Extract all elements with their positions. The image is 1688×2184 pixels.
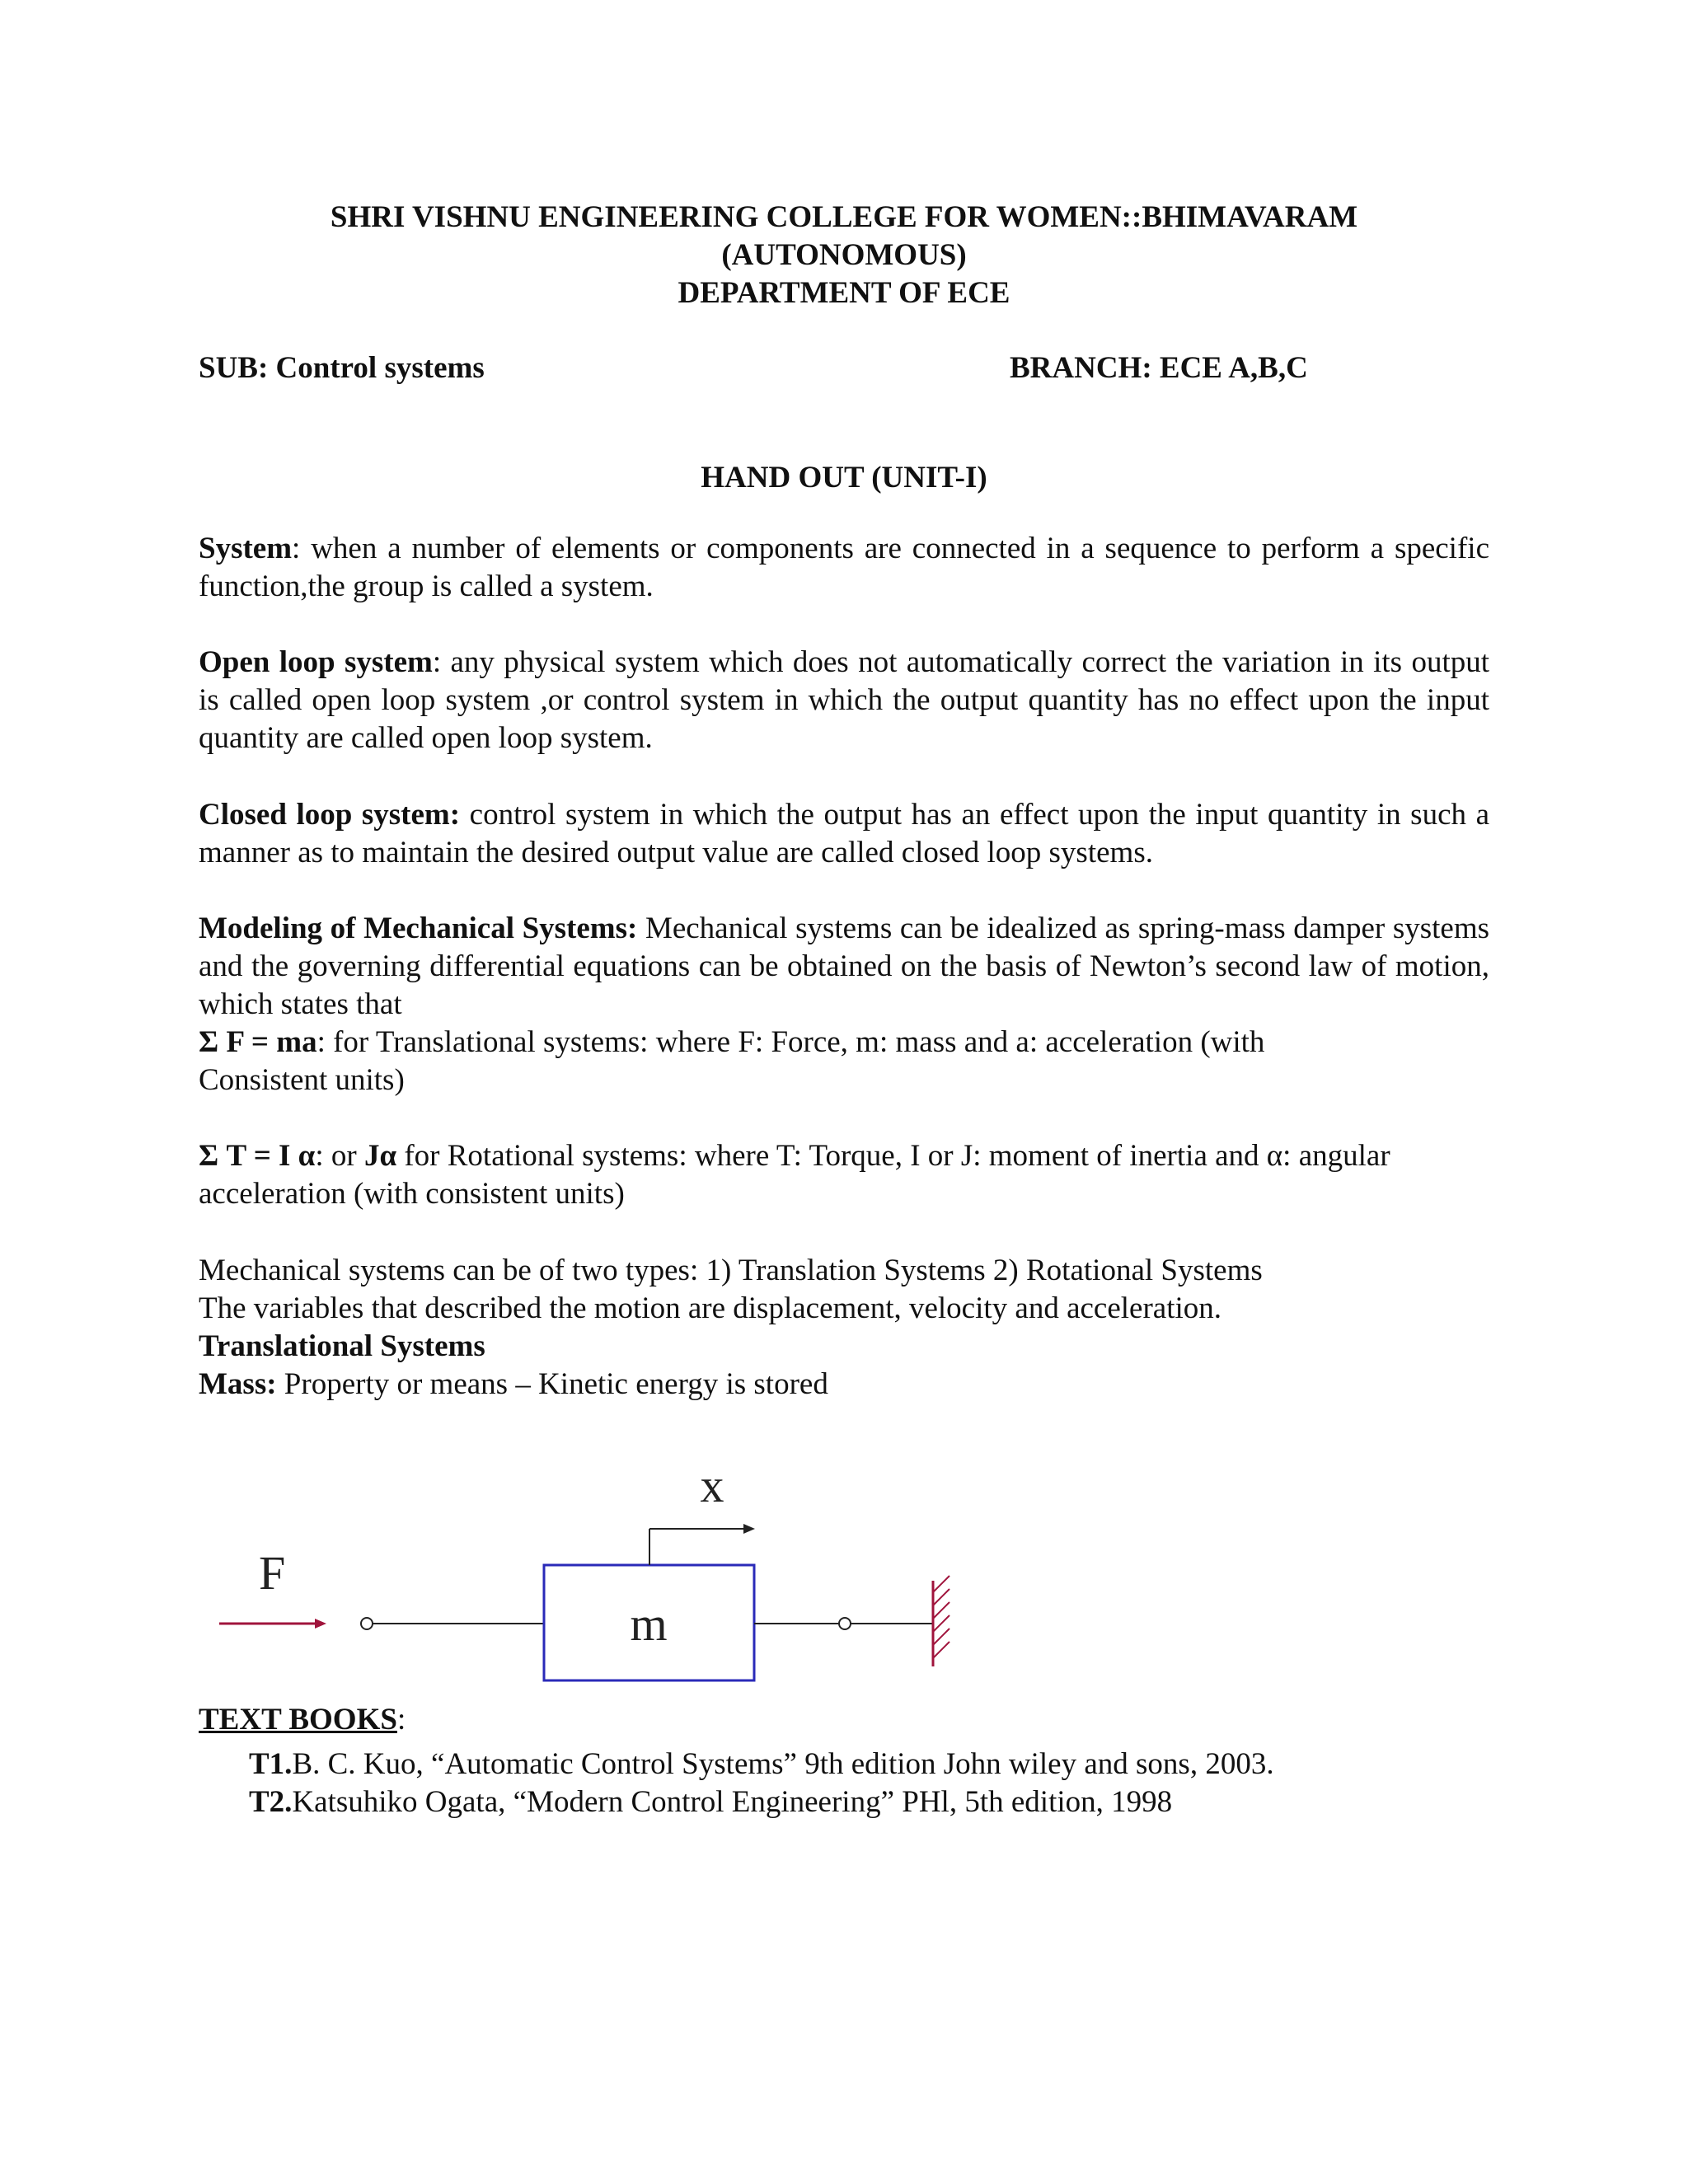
- force-arrow-icon: [315, 1619, 326, 1629]
- fixed-ground-icon: [933, 1576, 950, 1666]
- system-term: System: [199, 532, 293, 565]
- displacement-arrow-icon: [743, 1524, 755, 1534]
- modeling-definition: [199, 910, 1489, 1024]
- textbook-text: B. C. Kuo, “Automatic Control Systems” 9th edition John wiley and sons, 2003.: [292, 1747, 1274, 1781]
- modeling-term: Modeling of Mechanical Systems:: [199, 912, 638, 945]
- rotational-equation-middle: : or: [315, 1139, 364, 1173]
- newton-formula: Σ F = ma: [199, 1025, 317, 1059]
- modeling-text: Mechanical systems can be idealized as spring-mass damper systems and the governing differential equations can be obtained on the basis of Newton’s second law of motion, which states that: [199, 912, 1490, 1021]
- rotational-equation-text: for Rotational systems: where T: Torque, I or J: moment of inertia and α: angular acceleration (with consistent units): [199, 1139, 1390, 1211]
- translational-equation: [199, 1024, 1369, 1099]
- system-types: [199, 1252, 1489, 1404]
- textbooks-heading-label: TEXT BOOKS: [199, 1703, 397, 1736]
- open-loop-definition: [199, 644, 1489, 757]
- subject-label: SUB: Control systems: [199, 351, 485, 385]
- input-node: [361, 1618, 373, 1629]
- college-name: SHRI VISHNU ENGINEERING COLLEGE FOR WOMEN::BHIMAVARAM: [330, 200, 1358, 234]
- branch-label: BRANCH: ECE A,B,C: [1010, 351, 1308, 385]
- mass-definition: [199, 1366, 1489, 1404]
- output-node: [839, 1618, 851, 1629]
- torque-formula: Σ T = I α: [199, 1139, 316, 1173]
- textbook-text: Katsuhiko Ogata, “Modern Control Engineering” PHl, 5th edition, 1998: [292, 1785, 1173, 1819]
- textbooks-heading-colon: :: [396, 1703, 406, 1736]
- autonomous-status: (AUTONOMOUS): [721, 238, 967, 272]
- j-alpha-formula: Jα: [363, 1139, 397, 1173]
- open-loop-term: Open loop system: [199, 645, 433, 679]
- mass-label: m: [630, 1597, 668, 1651]
- closed-loop-text: control system in which the output has an effect upon the input quantity in such a manner as to maintain the desired output value are called closed loop systems.: [199, 798, 1489, 869]
- handout-title: HAND OUT (UNIT-I): [701, 461, 987, 494]
- textbook-tag: T1.: [249, 1747, 293, 1781]
- department-name: DEPARTMENT OF ECE: [678, 276, 1010, 310]
- rotational-equation: [199, 1137, 1418, 1213]
- system-text: : when a number of elements or components are connected in a sequence to perform a specific function,the group is called a system.: [199, 532, 1489, 603]
- open-loop-text: : any physical system which does not automatically correct the variation in its output is called open loop system ,or control system in which the output quantity has no effect upon the input quantity are called open loop system.: [199, 645, 1490, 755]
- translational-heading: Translational Systems: [199, 1329, 485, 1363]
- system-types-line: Mechanical systems can be of two types: 1) Translation Systems 2) Rotational Systems: [199, 1254, 1263, 1287]
- mass-text: Property or means – Kinetic energy is stored: [276, 1367, 828, 1401]
- closed-loop-term: Closed loop system:: [199, 798, 461, 832]
- system-definition: [199, 530, 1489, 606]
- mass-term: Mass:: [199, 1367, 277, 1401]
- textbook-tag: T2.: [249, 1785, 293, 1819]
- translational-equation-text: : for Translational systems: where F: Force, m: mass and a: acceleration (with Consistent units): [199, 1025, 1265, 1097]
- displacement-label: x: [700, 1459, 724, 1512]
- motion-variables-line: The variables that described the motion are displacement, velocity and acceleration.: [199, 1291, 1222, 1325]
- textbooks-heading: [199, 1701, 406, 1739]
- closed-loop-definition: [199, 796, 1489, 872]
- force-label: F: [259, 1546, 286, 1600]
- document-header: [0, 199, 1688, 312]
- textbook-item: [249, 1746, 1274, 1783]
- mass-diagram: [198, 1451, 989, 1698]
- textbook-item: [249, 1783, 1172, 1821]
